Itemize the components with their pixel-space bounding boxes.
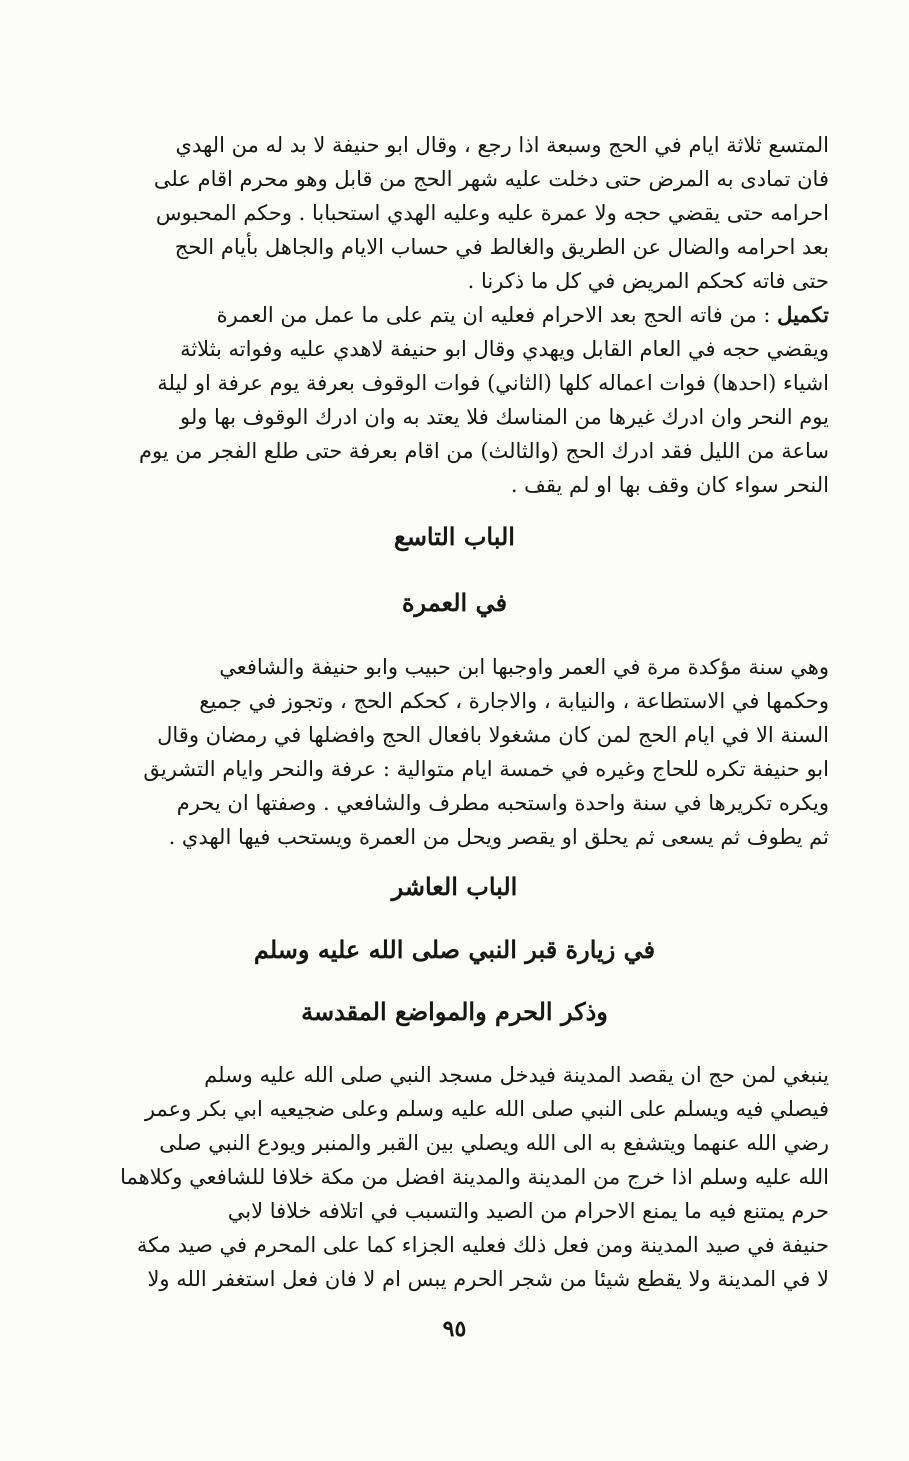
chapter-subheading: في العمرة [401, 588, 508, 617]
text-line [80, 298, 829, 332]
page-number: ٩٥ [442, 1316, 467, 1342]
paragraph-text [80, 128, 829, 298]
paragraph-1 [80, 128, 829, 298]
text-line: ويقضي حجه في العام القابل ويهدي وقال ابو حنيفة لاهدي عليه وفواته بثلاثة [180, 337, 829, 361]
text-line: وهي سنة مؤكدة مرة في العمر واوجبها ابن حبيب وابو حنيفة والشافعي [219, 655, 829, 679]
paragraph-text [80, 298, 829, 502]
text-line: الله عليه وسلم اذا خرج من المدينة والمدينة افضل من مكة خلافا للشافعي وكلاهما [120, 1165, 829, 1189]
paragraph-2 [80, 298, 829, 502]
text-line: لا في المدينة ولا يقطع شيئا من شجر الحرم يبس ام لا فان فعل استغفر الله ولا [147, 1267, 829, 1291]
text-line: احرامه حتى يقضي حجه ولا عمرة عليه وعليه الهدي استحبابا . وحكم المحبوس [155, 201, 829, 225]
paragraph-text [80, 1058, 829, 1296]
text-line: حنيفة في صيد المدينة ومن فعل ذلك فعليه الجزاء كما على المحرم في صيد مكة [136, 1233, 829, 1257]
chapter-subheading: في زيارة قبر النبي صلى الله عليه وسلم [253, 935, 656, 964]
text-line: ثم يطوف ثم يسعى ثم يحلق او يقصر ويحل من العمرة ويستحب فيها الهدي . [168, 825, 829, 849]
text-line: يوم النحر وان ادرك غيرها من المناسك فلا يعتد به وان ادرك الوقوف بها ولو [179, 405, 829, 429]
text-line: ابو حنيفة تكره للحاج وغيره في خمسة ايام متوالية : عرفة والنحر وايام التشريق [143, 757, 829, 781]
text-line: فيصلي فيه ويسلم على النبي صلى الله عليه وسلم وعلى ضجيعيه ابي بكر وعمر [144, 1097, 829, 1121]
text-line: ساعة من الليل فقد ادرك الحج (والثالث) من اقام بعرفة حتى طلع الفجر من يوم [138, 439, 829, 463]
text-line: المتسع ثلاثة ايام في الحج وسبعة اذا رجع ، وقال ابو حنيفة لا بد له من الهدي [175, 133, 829, 157]
paragraph-text [80, 650, 829, 854]
text-line: اشياء (احدها) فوات اعماله كلها (الثاني) فوات الوقوف بعرفة يوم عرفة او ليلة [157, 371, 829, 395]
chapter-heading: الباب التاسع [394, 522, 515, 551]
text-line: النحر سواء كان وقف بها او لم يقف . [510, 473, 829, 497]
text-line: فان تمادى به المرض حتى دخلت عليه شهر الحج من قابل وهو محرم اقام على [153, 167, 829, 191]
text-line: حرم يمتنع فيه ما يمنع الاحرام من الصيد والتسبب في اتلافه خلافا لابي [227, 1199, 829, 1223]
paragraph-4 [80, 1058, 829, 1296]
lead-line-rest: : من فاته الحج بعد الاحرام فعليه ان يتم على ما عمل من العمرة [216, 303, 771, 327]
text-line: ينبغي لمن حج ان يقصد المدينة فيدخل مسجد النبي صلى الله عليه وسلم [204, 1063, 829, 1087]
chapter-subheading: وذكر الحرم والمواضع المقدسة [301, 997, 608, 1026]
text-line: وحكمها في الاستطاعة ، والنيابة ، والاجارة ، كحكم الحج ، وتجوز في جميع [199, 689, 829, 713]
chapter-heading: الباب العاشر [391, 872, 518, 901]
text-line: السنة الا في ايام الحج لمن كان مشغولا بافعال الحج وافضلها في رمضان وقال [157, 723, 829, 747]
paragraph-3 [80, 650, 829, 854]
text-line: ويكره تكريرها في سنة واحدة واستحبه مطرف والشافعي . وصفتها ان يحرم [176, 791, 829, 815]
text-line: بعد احرامه والضال عن الطريق والغالط في حساب الايام والجاهل بأيام الحج [174, 235, 829, 259]
lead-word: تكميل [777, 302, 829, 327]
text-line: رضي الله عنهما ويتشفع به الى الله ويصلي بين القبر والمنبر ويودع النبي صلى [159, 1131, 829, 1155]
text-line: حتى فاته كحكم المريض في كل ما ذكرنا . [467, 269, 829, 293]
